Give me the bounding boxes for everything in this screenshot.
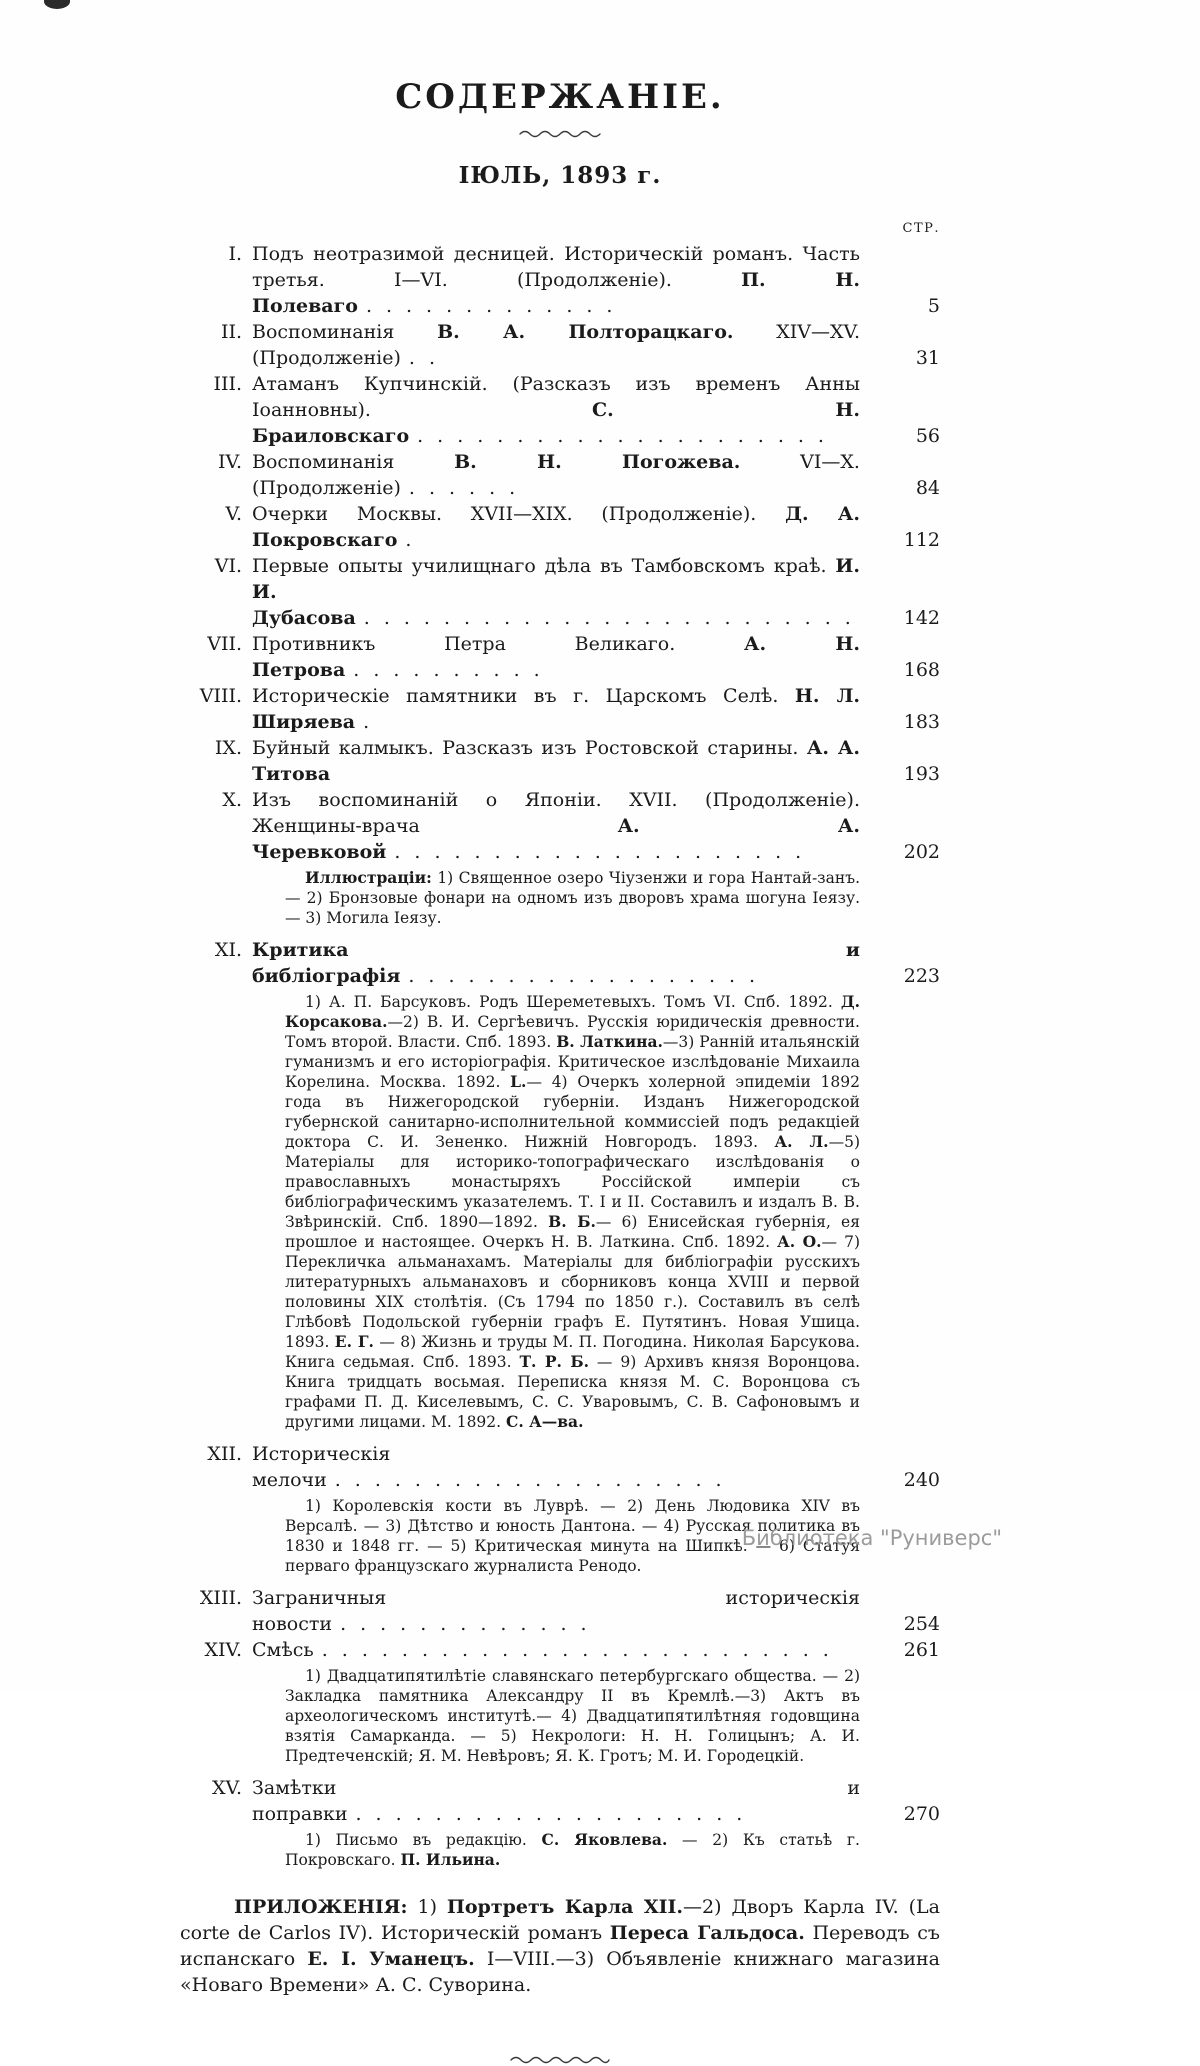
- entry-number: II.: [220, 321, 242, 343]
- entry-text: Буйный калмыкъ. Разсказъ изъ Ростовской старины. А. А. Титова: [252, 737, 860, 785]
- squiggle-icon: [517, 128, 603, 140]
- entry-page-number: 84: [915, 477, 940, 499]
- entry-leader-dots: .: [405, 529, 426, 551]
- entry-page-number: 112: [903, 529, 940, 551]
- toc-entry: [180, 631, 940, 683]
- toc-entry: [180, 319, 940, 371]
- entry-page-number: 223: [903, 965, 940, 987]
- entry-text: Воспоминанія В. Н. Погожева. VI—X. (Продолженіе): [252, 451, 860, 499]
- toc-entry: [180, 371, 940, 449]
- entry-leader-dots: ..................: [408, 965, 770, 987]
- watermark: Библиотека "Руниверс": [741, 1526, 1002, 1550]
- entry-number: XIII.: [199, 1587, 242, 1609]
- toc-entry: [180, 1441, 940, 1493]
- entry-page-number: 202: [903, 841, 940, 863]
- entry-number: I.: [228, 243, 242, 265]
- issue-heading: ІЮЛЬ, 1893 г.: [458, 162, 662, 189]
- entry-page-number: 193: [903, 763, 940, 785]
- toc-list: [180, 241, 940, 1870]
- entry-page-number: 5: [927, 295, 940, 317]
- entry-leader-dots: .........................: [363, 607, 865, 629]
- entry-text: Атаманъ Купчинскій. (Разсказъ изъ временъ Анны Іоанновны). С. Н. Браиловскаго: [252, 373, 860, 447]
- entry-text: Противникъ Петра Великаго. А. Н. Петрова: [252, 633, 860, 681]
- appendix-paragraph: ПРИЛОЖЕНІЯ: 1) Портретъ Карла XII.—2) Дворъ Карла IV. (La corte de Carlos IV). Историческій романъ Переса Гальдоса. Переводъ съ испанскаго Е. І. Уманецъ. I—VIII.—3) Объявленіе книжнаго магазина «Новаго Времени» А. С. Суворина.: [180, 1896, 941, 1996]
- entry-text: Воспоминанія В. А. Полторацкаго. XIV—XV. (Продолженіе): [252, 321, 860, 369]
- entry-number: XIV.: [204, 1639, 242, 1661]
- toc-entry: [180, 937, 940, 989]
- entry-number: VIII.: [199, 685, 242, 707]
- entry-leader-dots: .....................: [394, 841, 816, 863]
- toc-entry: [180, 449, 940, 501]
- entry-text: Изъ воспоминаній о Японіи. XVII. (Продолженіе). Женщины-врача А. А. Черевковой: [252, 789, 861, 863]
- entry-leader-dots: .....................: [417, 425, 838, 447]
- entry-number: XI.: [214, 939, 242, 961]
- entry-number: X.: [222, 789, 242, 811]
- entry-leader-dots: ..........: [353, 659, 554, 681]
- entry-number: VI.: [214, 555, 242, 577]
- entry-page-number: 254: [903, 1613, 940, 1635]
- entry-page-number: 261: [903, 1639, 940, 1661]
- toc-entry: [180, 1775, 940, 1827]
- entry-text: Заграничныя историческія новости: [252, 1587, 860, 1635]
- entry-number: V.: [225, 503, 242, 525]
- entry-page-number: 270: [903, 1803, 940, 1825]
- squiggle-icon: [508, 2054, 612, 2066]
- entry-page-number: 240: [903, 1469, 940, 1491]
- entry-number: VII.: [207, 633, 242, 655]
- toc-entry: [180, 1637, 940, 1663]
- toc-entry-note: 1) Письмо въ редакцію. С. Яковлева. — 2) Къ статьѣ г. Покровскаго. П. Ильина.: [285, 1830, 860, 1869]
- toc-entry: [180, 553, 940, 631]
- entry-text: Историческіе памятники въ г. Царскомъ Селѣ. Н. Л. Ширяева: [252, 685, 860, 733]
- toc-entry: [180, 787, 940, 865]
- entry-page-number: 142: [903, 607, 940, 629]
- entry-page-number: 31: [915, 347, 940, 369]
- scan-artifact: [44, 0, 70, 9]
- entry-leader-dots: ..: [408, 347, 450, 369]
- squiggle-divider-top: [180, 128, 940, 140]
- toc-entry: [180, 683, 940, 735]
- entry-text: Смѣсь: [252, 1639, 314, 1661]
- toc-entry: [180, 241, 940, 319]
- entry-number: IX.: [214, 737, 242, 759]
- entry-text: Критика и библіографія: [252, 939, 860, 987]
- toc-entry: [180, 1585, 940, 1637]
- entry-leader-dots: ..........................: [321, 1639, 843, 1661]
- content-column: [180, 0, 940, 2066]
- entry-leader-dots: ......: [408, 477, 530, 499]
- entry-leader-dots: .............: [340, 1613, 601, 1635]
- entry-text: Историческія мелочи: [252, 1443, 391, 1491]
- entry-text: Очерки Москвы. XVII—XIX. (Продолженіе). Д. А. Покровскаго: [252, 503, 860, 551]
- page-title: СОДЕРЖАНІЕ.: [395, 77, 725, 117]
- entry-page-number: 168: [903, 659, 940, 681]
- entry-leader-dots: .: [363, 711, 384, 733]
- toc-entry-note: Иллюстраціи: 1) Священное озеро Чіузенжи и гора Нантай-занъ. — 2) Бронзовые фонари на одномъ изъ дворовъ храма шогуна Іеязу. — 3) Могила Іеязу.: [285, 868, 860, 927]
- entry-number: XII.: [207, 1443, 242, 1465]
- entry-number: IV.: [218, 451, 242, 473]
- toc-entry-note: 1) Двадцатипятилѣтіе славянскаго петербургскаго общества. — 2) Закладка памятника Александру II въ Кремлѣ.—3) Актъ въ археологическомъ институтѣ.— 4) Двадцатипятилѣтняя годовщина взятія Самарканда. — 5) Некрологи: Н. Н. Голицынъ; А. И. Предтеченскій; Я. М. Невѣровъ; Я. К. Гротъ; М. И. Городецкій.: [285, 1667, 860, 1765]
- entry-text: Подъ неотразимой десницей. Историческій романъ. Часть третья. I—VI. (Продолженіе). П. Н. Полеваго: [252, 243, 860, 317]
- toc-entry-note: 1) Королевскія кости въ Луврѣ. — 2) День Людовика XIV въ Версалѣ. — 3) Дѣтство и юность Дантона. — 4) Русская политика въ 1830 и 1848 гг. — 5) Критическая минута на Шипкѣ. — 6) Статуя перваго французскаго журналиста Ренодо.: [285, 1497, 860, 1575]
- toc-entry: [180, 735, 940, 787]
- page-column-header: СТР.: [902, 221, 940, 236]
- squiggle-divider-bottom: [180, 2054, 940, 2066]
- entry-page-number: 183: [903, 711, 940, 733]
- entry-leader-dots: .............: [365, 295, 627, 317]
- entry-number: XV.: [212, 1777, 242, 1799]
- entry-number: III.: [213, 373, 242, 395]
- toc-entry-note: 1) А. П. Барсуковъ. Родъ Шереметевыхъ. Томъ VI. Спб. 1892. Д. Корсакова.—2) В. И. Сергѣевичъ. Русскія юридическія древности. Томъ второй. Власти. Спб. 1893. В. Латкина.—3) Ранній итальянскій гуманизмъ и его исторіографія. Критическое изслѣдованіе Михаила Корелина. Москва. 1892. L.— 4) Очеркъ холерной эпидеміи 1892 года въ Нижегородской губерніи. Изданъ Нижегородской губернской санитарно-исполнительной коммиссіей подъ редакціей доктора С. И. Зененко. Нижній Новгородъ. 1893. А. Л.—5) Матеріалы для историко-топографическаго изслѣдованія о православныхъ монастыряхъ Россійской имперіи съ библіографическимъ указателемъ. Т. I и II. Составилъ и издалъ В. В. Звѣринскій. Спб. 1890—1892. В. Б.— 6) Енисейская губернія, ея прошлое и настоящее. Очеркъ Н. В. Латкина. Спб. 1892. А. О.— 7) Перекличка альманахамъ. Матеріалы для библіографіи русскихъ литературныхъ альманаховъ и сборниковъ конца XVIII и первой половины XIX столѣтія. (Съ 1794 по 1850 г.). Составилъ въ селѣ Глѣбовѣ Подольской губерніи графъ Е. Путятинъ. Новая Ушица. 1893. Е. Г. — 8) Жизнь и труды М. П. Погодина. Николая Барсукова. Книга седьмая. Спб. 1893. Т. Р. Б. — 9) Архивъ князя Воронцова. Книга тридцать восьмая. Переписка князя М. С. Воронцова съ графами П. Д. Киселевымъ, С. С. Уваровымъ, С. В. Сафоновымъ и другими лицами. М. 1892. С. А—ва.: [285, 992, 861, 1431]
- toc-entry: [180, 501, 940, 553]
- entry-text: Замѣтки и поправки: [252, 1777, 860, 1825]
- entry-text: Первые опыты училищнаго дѣла въ Тамбовскомъ краѣ. И. И. Дубасова: [252, 555, 860, 629]
- entry-page-number: 56: [915, 425, 940, 447]
- entry-leader-dots: ....................: [355, 1803, 757, 1825]
- entry-leader-dots: ....................: [334, 1469, 736, 1491]
